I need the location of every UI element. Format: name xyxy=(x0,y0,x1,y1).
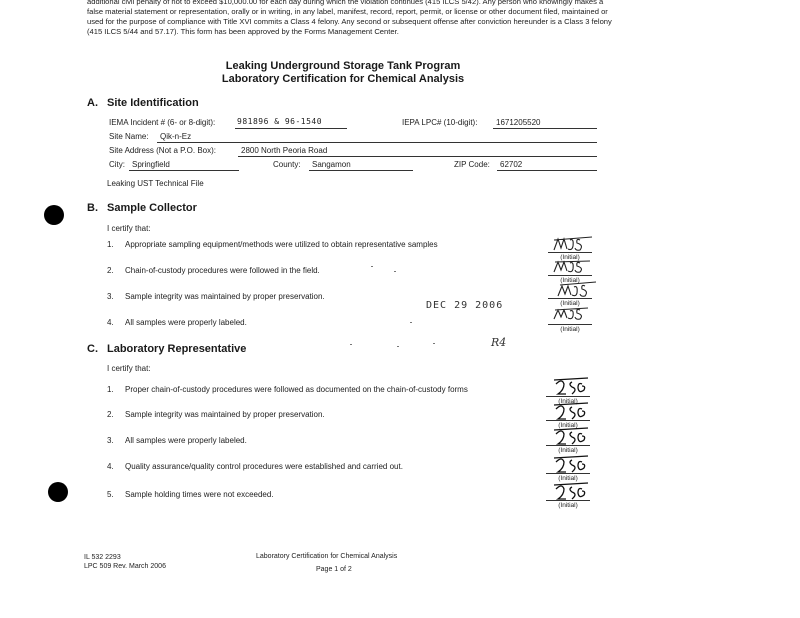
item-text: Sample holding times were not exceeded. xyxy=(125,490,274,499)
site-name-label: Site Name: xyxy=(109,132,149,141)
item-number: 3. xyxy=(107,436,114,445)
section-b-heading xyxy=(87,202,197,214)
item-number: 3. xyxy=(107,292,114,301)
item-number: 2. xyxy=(107,266,114,275)
collector-item xyxy=(107,318,247,327)
item-number: 5. xyxy=(107,490,114,499)
item-number: 2. xyxy=(107,410,114,419)
file-note: Leaking UST Technical File xyxy=(107,179,204,188)
lab-certify: I certify that: xyxy=(107,364,151,373)
initials-signature xyxy=(552,376,592,398)
site-address-field[interactable]: 2800 North Peoria Road xyxy=(241,146,328,155)
initials-signature xyxy=(552,401,592,423)
item-text: Sample integrity was maintained by proper preservation. xyxy=(125,292,325,301)
punch-hole xyxy=(44,205,64,225)
site-address-label: Site Address (Not a P.O. Box): xyxy=(109,146,217,155)
collector-item xyxy=(107,240,438,249)
item-text: Chain-of-custody procedures were followed in the field. xyxy=(125,266,320,275)
lab-item xyxy=(107,385,468,394)
initials-signature xyxy=(552,234,596,254)
initials-signature xyxy=(552,258,596,276)
initials-signature xyxy=(552,454,592,476)
lab-item xyxy=(107,436,247,445)
initial-label: (Initial) xyxy=(558,447,578,454)
initials-signature xyxy=(556,280,600,300)
item-text: Quality assurance/quality control procedures were established and carried out. xyxy=(125,462,403,471)
iepa-label: IEPA LPC# (10-digit): xyxy=(402,118,478,127)
scan-speck xyxy=(371,266,373,267)
initial-label: (Initial) xyxy=(560,300,580,307)
zip-field[interactable]: 62702 xyxy=(500,160,523,169)
program-title: Leaking Underground Storage Tank Program xyxy=(225,60,461,72)
city-field[interactable]: Springfield xyxy=(132,160,170,169)
initial-label: (Initial) xyxy=(558,475,578,482)
item-text: Sample integrity was maintained by proper preservation. xyxy=(125,410,325,419)
iema-label: IEMA Incident # (6- or 8-digit): xyxy=(109,118,216,127)
initials-signature xyxy=(552,426,592,448)
iepa-lpc-field[interactable]: 1671205520 xyxy=(496,118,541,127)
lab-item xyxy=(107,462,403,471)
initial-label: (Initial) xyxy=(558,398,578,405)
item-number: 1. xyxy=(107,240,114,249)
site-name-field[interactable]: Qik-n-Ez xyxy=(160,132,192,141)
iema-underline xyxy=(235,128,347,129)
section-b-letter: B. xyxy=(87,202,98,214)
collector-item xyxy=(107,292,325,301)
initial-label: (Initial) xyxy=(560,254,580,261)
section-a-letter: A. xyxy=(87,97,98,109)
punch-hole xyxy=(48,482,68,502)
county-label: County: xyxy=(273,160,301,169)
iepa-underline xyxy=(493,128,597,129)
section-b-title: Sample Collector xyxy=(107,202,197,214)
initial-box[interactable] xyxy=(548,324,592,333)
section-c-letter: C. xyxy=(87,343,98,355)
item-text: All samples were properly labeled. xyxy=(125,318,247,327)
item-number: 4. xyxy=(107,462,114,471)
initial-line xyxy=(548,324,592,325)
collector-certify: I certify that: xyxy=(107,224,151,233)
zip-label: ZIP Code: xyxy=(454,160,490,169)
initial-label: (Initial) xyxy=(558,502,578,509)
site-name-underline xyxy=(157,142,597,143)
item-number: 1. xyxy=(107,385,114,394)
item-number: 4. xyxy=(107,318,114,327)
footer-doc-title: Laboratory Certification for Chemical Analysis xyxy=(256,553,398,560)
item-text: All samples were properly labeled. xyxy=(125,436,247,445)
collector-item xyxy=(107,266,320,275)
site-address-underline xyxy=(238,156,597,157)
scan-speck xyxy=(433,343,435,344)
scan-speck xyxy=(397,346,399,347)
section-a-title: Site Identification xyxy=(107,97,199,109)
city-label: City: xyxy=(109,160,125,169)
received-date-stamp: DEC 29 2006 xyxy=(426,300,504,311)
footer-form-id: IL 532 2293 xyxy=(84,554,121,561)
city-underline xyxy=(129,170,239,171)
initial-label: (Initial) xyxy=(560,277,580,284)
scan-speck xyxy=(350,344,352,345)
iema-incident-field[interactable]: 981896 & 96-1540 xyxy=(237,117,323,126)
section-c-heading xyxy=(87,343,246,355)
stamp-initials: R4 xyxy=(491,336,507,349)
zip-underline xyxy=(497,170,597,171)
item-text: Appropriate sampling equipment/methods were utilized to obtain representative samples xyxy=(125,240,438,249)
initials-signature xyxy=(552,481,592,503)
section-a-heading xyxy=(87,97,199,109)
scan-speck xyxy=(394,271,396,272)
county-field[interactable]: Sangamon xyxy=(312,160,351,169)
section-c-title: Laboratory Representative xyxy=(107,343,247,355)
intro-paragraph: additional civil penalty of not to exceed $10,000.00 for each day during which the violation continues (415 ILCS 5/42). Any person who knowingly makes a false material statement or representation, orally or in writing, in any label, manifest, record, report, permit, or license or other document filed, maintained or used for the purpose of compliance with Title XVI commits a Class 4 felony. Any second or subsequent offense after conviction hereunder is a Class 3 felony (415 ILCS 5/44 and 57.17). This form has been approved by the Forms Management Center. xyxy=(87,0,612,36)
initial-label: (Initial) xyxy=(560,326,580,333)
scan-speck xyxy=(410,322,412,323)
footer-page-number: Page 1 of 2 xyxy=(316,566,352,573)
footer-form-rev: LPC 509 Rev. March 2006 xyxy=(84,563,166,570)
initials-signature xyxy=(552,305,596,323)
item-text: Proper chain-of-custody procedures were followed as documented on the chain-of-custody forms xyxy=(125,385,468,394)
county-underline xyxy=(309,170,413,171)
lab-item xyxy=(107,490,274,499)
form-title: Laboratory Certification for Chemical Analysis xyxy=(221,73,465,85)
lab-item xyxy=(107,410,325,419)
initial-label: (Initial) xyxy=(558,422,578,429)
